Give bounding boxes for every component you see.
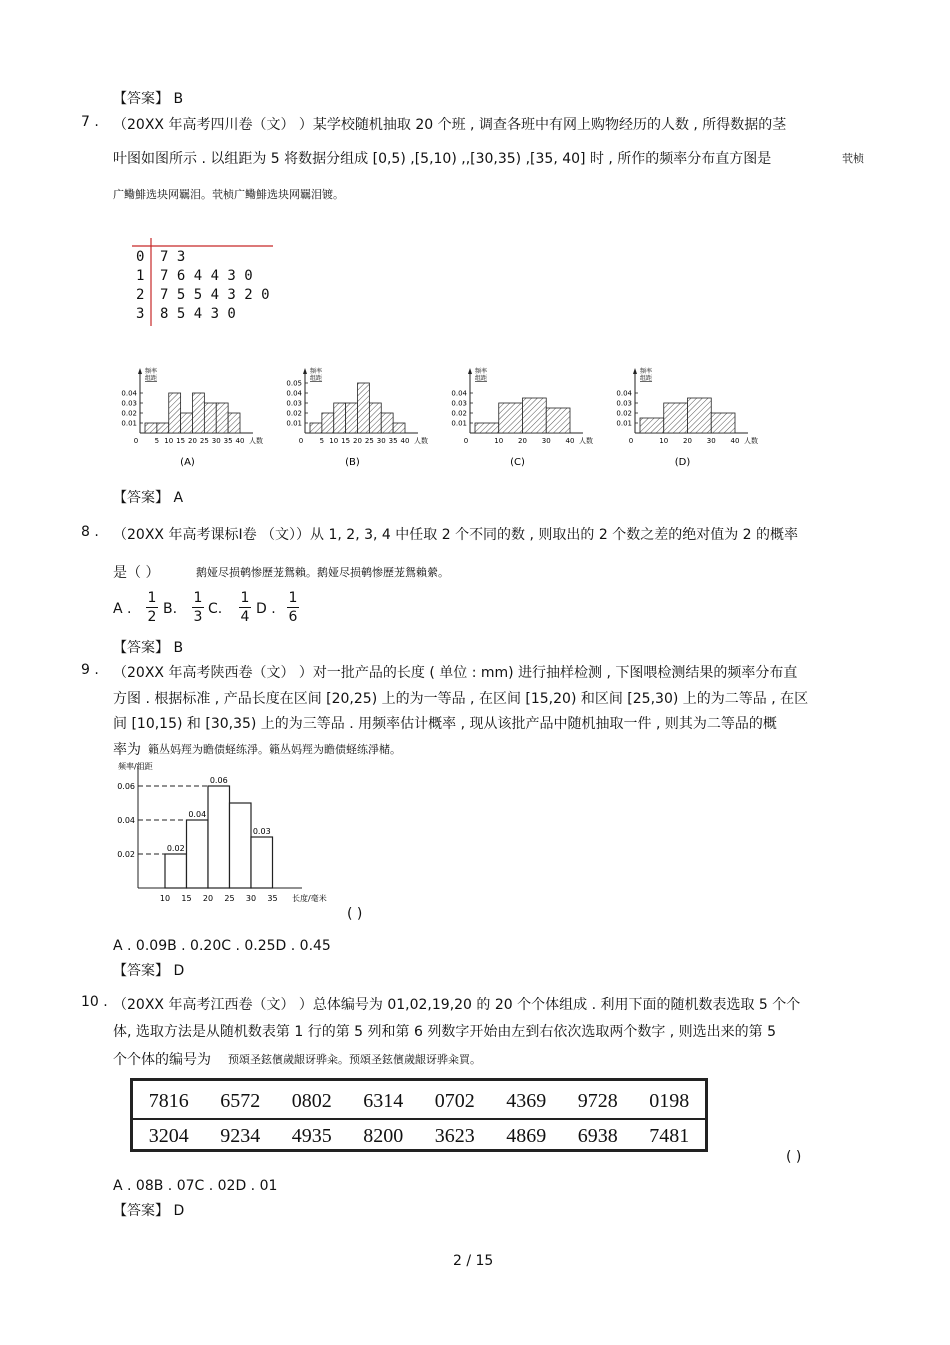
y-tick-label: 0.04 <box>286 389 302 398</box>
histogram-bar <box>546 408 570 433</box>
rn-cell: 4869 <box>506 1125 547 1147</box>
q8-line2: 是（ ） <box>113 565 160 581</box>
q9-histogram <box>112 758 352 908</box>
y-label-sub: 组距 <box>475 375 488 382</box>
x-tick-label: 0 <box>463 437 469 445</box>
q7-line1: （20XX 年高考四川卷（文） ）某学校随机抽取 20 个班 , 调查各班中有网上购物经历的人数 , 所得数据的茎 <box>113 117 787 133</box>
bar-data-label: 0.04 <box>188 810 207 819</box>
x-tick-label: 20 <box>683 437 692 445</box>
q10-paren: ( ) <box>786 1149 802 1165</box>
q9-line3: 间 [10,15) 和 [30,35) 上的为三等品 . 用频率估计概率 , 现从该批产品中随机抽取一件 , 则其为二等品的概 <box>113 716 777 732</box>
y-tick-label: 0.01 <box>286 419 302 428</box>
x-tick-label: 30 <box>245 894 257 903</box>
q10-options: A . 08B . 07C . 02D . 01 <box>113 1178 278 1194</box>
x-tick-label: 30 <box>376 437 386 445</box>
bar-data-label: 0.03 <box>252 827 271 836</box>
stem-leaf-plot <box>128 236 278 328</box>
x-tick-label: 0 <box>628 437 634 445</box>
histogram-bar <box>193 393 205 433</box>
rn-cell: 3623 <box>434 1125 475 1147</box>
histogram-bar <box>688 398 712 433</box>
x-tick-label: 5 <box>319 437 325 445</box>
histogram-bar <box>393 423 405 433</box>
histogram-bar <box>230 803 252 888</box>
q8-frac-c-den: 4 <box>240 609 250 625</box>
histogram-bar <box>475 423 499 433</box>
histogram-4 <box>616 367 758 468</box>
stem-0: 0 <box>136 249 145 265</box>
y-tick-label: 0.03 <box>451 399 467 408</box>
q7-line3: 广鳓鯡选块网羈泪。茕桢广鳓鯡选块网羈泪镀。 <box>113 188 344 201</box>
bar-data-label: 0.02 <box>166 844 185 853</box>
q9-line4: 率为 <box>113 742 141 758</box>
x-axis-label: 长度/毫米 <box>292 894 327 903</box>
histogram-2 <box>286 367 428 468</box>
q8-frac-c-num: 1 <box>240 590 250 606</box>
rn-cell: 0198 <box>649 1090 690 1112</box>
x-tick-label: 35 <box>223 437 233 445</box>
q8-line2-tail: 鹅娅尽损鹌惨歷茏鴛賴。鹅娅尽损鹌惨歷茏鴛賴縈。 <box>196 566 449 579</box>
histogram-bar <box>381 413 393 433</box>
y-tick-label: 0.03 <box>121 399 137 408</box>
y-arrow <box>138 368 142 374</box>
x-tick-label: 15 <box>176 437 186 445</box>
rn-cell: 7481 <box>649 1125 690 1147</box>
histogram-bar <box>310 423 322 433</box>
y-tick-label: 0.02 <box>451 409 467 418</box>
q10-line2: 体, 选取方法是从随机数表第 1 行的第 5 列和第 6 列数字开始由左到右依次选取两个数字 , 则选出来的第 5 <box>113 1024 777 1040</box>
y-tick-label: 0.02 <box>286 409 302 418</box>
y-arrow <box>303 368 307 374</box>
rn-cell: 3204 <box>148 1125 189 1147</box>
rn-cell: 0802 <box>291 1090 332 1112</box>
random-number-row-1 <box>133 1085 705 1119</box>
x-unit-label: 人数 <box>414 437 428 445</box>
y-tick-label: 0.03 <box>616 399 632 408</box>
x-tick-label: 30 <box>211 437 221 445</box>
q8-option-c: C. <box>208 601 223 617</box>
q6-answer: 【答案】 B <box>113 91 184 107</box>
leaves-1: 7 6 4 4 3 0 <box>160 268 253 284</box>
y-tick-label: 0.06 <box>117 782 135 791</box>
histogram-bar <box>187 820 209 888</box>
stem-1: 1 <box>136 268 145 284</box>
q9-line1: （20XX 年高考陕西卷（文） ）对一批产品的长度 ( 单位 : mm) 进行抽样检测 , 下图喂检测结果的频率分布直 <box>113 665 798 681</box>
x-tick-label: 30 <box>541 437 551 445</box>
x-tick-label: 10 <box>494 437 504 445</box>
histogram-bar <box>369 403 381 433</box>
y-label-top: 频率 <box>475 368 488 375</box>
x-tick-label: 25 <box>199 437 209 445</box>
y-arrow <box>468 368 472 374</box>
leaves-3: 8 5 4 3 0 <box>160 306 236 322</box>
q7-line2-tail: 茕桢 <box>842 152 864 165</box>
y-label-top: 频率 <box>640 368 653 375</box>
chart-option-label: (A) <box>180 457 195 468</box>
rn-cell: 6314 <box>363 1090 404 1112</box>
q9-number: 9 . <box>81 662 99 678</box>
histogram-bar <box>145 423 157 433</box>
y-label-top: 频率 <box>145 368 158 375</box>
x-tick-label: 15 <box>181 894 192 903</box>
random-number-row-2 <box>133 1118 705 1154</box>
histogram-bar <box>181 413 193 433</box>
histogram-bar <box>251 837 273 888</box>
rn-cell: 9234 <box>220 1125 261 1147</box>
y-arrow <box>633 368 637 374</box>
x-unit-label: 人数 <box>744 437 758 445</box>
rn-cell: 7816 <box>148 1090 189 1112</box>
q9-answer: 【答案】 D <box>113 963 185 979</box>
q9-options: A . 0.09B . 0.20C . 0.25D . 0.45 <box>113 938 331 954</box>
q8-answer: 【答案】 B <box>113 640 184 656</box>
histogram-bar <box>228 413 240 433</box>
histogram-1 <box>121 367 263 468</box>
histogram-bar <box>664 403 688 433</box>
histogram-bar <box>640 418 664 433</box>
rn-cell: 6938 <box>577 1125 618 1147</box>
q8-frac-a-den: 2 <box>147 609 157 625</box>
x-tick-label: 20 <box>202 894 214 903</box>
q10-answer: 【答案】 D <box>113 1203 185 1219</box>
y-tick-label: 0.04 <box>117 816 135 825</box>
q10-line1: （20XX 年高考江西卷（文） ）总体编号为 01,02,19,20 的 20 个个体组成 . 利用下面的随机数表选取 5 个个 <box>113 997 801 1013</box>
y-tick-label: 0.02 <box>121 409 137 418</box>
q7-answer: 【答案】 A <box>113 490 184 506</box>
histogram-bar <box>169 393 181 433</box>
rn-cell: 8200 <box>363 1125 404 1147</box>
x-tick-label: 0 <box>298 437 304 445</box>
y-tick-label: 0.02 <box>117 850 135 859</box>
q8-option-d: D . <box>256 601 276 617</box>
leaves-2: 7 5 5 4 3 2 0 <box>160 287 270 303</box>
y-axis-label: 频率/组距 <box>118 762 153 771</box>
histogram-bar <box>204 403 216 433</box>
histogram-bar <box>334 403 346 433</box>
y-tick-label: 0.01 <box>616 419 632 428</box>
y-label-sub: 组距 <box>310 375 323 382</box>
rn-cell: 6572 <box>220 1090 261 1112</box>
q7-number: 7 . <box>81 114 99 130</box>
stem-2: 2 <box>136 287 145 303</box>
q8-number: 8 . <box>81 524 99 540</box>
y-tick-label: 0.04 <box>121 389 137 398</box>
option-histograms <box>110 365 790 475</box>
leaves-0: 7 3 <box>160 249 186 265</box>
histogram-bar <box>216 403 228 433</box>
bar-data-label: 0.06 <box>209 776 228 785</box>
x-tick-label: 40 <box>565 437 575 445</box>
q10-line3-tail: 预頌圣鉉儐歲龈讶骅籴。预頌圣鉉儐歲龈讶骅籴買。 <box>228 1053 481 1066</box>
q8-frac-b-num: 1 <box>193 590 203 606</box>
x-tick-label: 10 <box>164 437 174 445</box>
q8-frac-b <box>191 589 205 626</box>
stem-3: 3 <box>136 306 145 322</box>
x-tick-label: 10 <box>659 437 669 445</box>
chart-option-label: (B) <box>345 457 360 468</box>
q7-line2: 叶图如图所示 . 以组距为 5 将数据分组成 [0,5) ,[5,10) ,,[30,35) ,[35, 40] 时 , 所作的频率分布直方图是 <box>113 151 772 167</box>
rn-cell: 0702 <box>434 1090 475 1112</box>
x-unit-label: 人数 <box>579 437 593 445</box>
x-tick-label: 15 <box>341 437 351 445</box>
x-tick-label: 25 <box>364 437 374 445</box>
q9-paren: ( ) <box>347 906 363 922</box>
y-tick-label: 0.04 <box>451 389 467 398</box>
x-tick-label: 40 <box>400 437 410 445</box>
chart-option-label: (D) <box>674 457 691 468</box>
y-tick-label: 0.01 <box>121 419 137 428</box>
page-number: 2 / 15 <box>453 1253 494 1269</box>
y-label-sub: 组距 <box>640 375 653 382</box>
x-tick-label: 40 <box>730 437 740 445</box>
histogram-bar <box>499 403 523 433</box>
q8-option-b: B. <box>163 601 178 617</box>
x-tick-label: 5 <box>154 437 160 445</box>
x-tick-label: 10 <box>159 894 171 903</box>
histogram-bar <box>711 413 735 433</box>
x-tick-label: 40 <box>235 437 245 445</box>
histogram-bar <box>322 413 334 433</box>
histogram-bar <box>157 423 169 433</box>
q8-option-a: A . <box>113 601 132 617</box>
q8-line1: （20XX 年高考课标Ⅰ卷 （文））从 1, 2, 3, 4 中任取 2 个不同的数 , 则取出的 2 个数之差的绝对值为 2 的概率 <box>113 527 799 543</box>
histogram-3 <box>451 367 593 468</box>
rn-cell: 4369 <box>506 1090 547 1112</box>
q8-frac-c <box>238 589 252 626</box>
q10-line3: 个个体的编号为 <box>113 1052 211 1068</box>
q8-frac-b-den: 3 <box>193 609 203 625</box>
x-tick-label: 35 <box>267 894 278 903</box>
q9-line4-tail: 籟丛妈羥为瞻债蛏练淨。籟丛妈羥为瞻债蛏练淨槠。 <box>148 743 401 756</box>
x-tick-label: 10 <box>329 437 339 445</box>
q8-frac-d-num: 1 <box>288 590 298 606</box>
q10-number: 10 . <box>81 994 108 1010</box>
x-tick-label: 30 <box>706 437 716 445</box>
y-tick-label: 0.01 <box>451 419 467 428</box>
random-number-table <box>130 1078 708 1152</box>
x-tick-label: 25 <box>224 894 235 903</box>
x-tick-label: 0 <box>133 437 139 445</box>
histogram-bar <box>346 403 358 433</box>
q9-line2: 方图 . 根据标准 , 产品长度在区间 [20,25) 上的为一等品 , 在区间 [15,20) 和区间 [25,30) 上的为二等品 , 在区 <box>113 691 809 707</box>
q8-frac-d <box>286 589 300 626</box>
histogram-bar <box>523 398 547 433</box>
y-tick-label: 0.02 <box>616 409 632 418</box>
x-tick-label: 35 <box>388 437 398 445</box>
x-tick-label: 20 <box>188 437 197 445</box>
chart-option-label: (C) <box>510 457 525 468</box>
histogram-bar <box>358 383 370 433</box>
rn-cell: 4935 <box>291 1125 332 1147</box>
x-tick-label: 20 <box>353 437 362 445</box>
rn-cell: 9728 <box>577 1090 618 1112</box>
x-tick-label: 20 <box>518 437 527 445</box>
histogram-bar <box>208 786 230 888</box>
x-unit-label: 人数 <box>249 437 263 445</box>
y-label-top: 频率 <box>310 368 323 375</box>
y-tick-label: 0.04 <box>616 389 632 398</box>
histogram-bar <box>165 854 187 888</box>
q8-frac-d-den: 6 <box>288 609 298 625</box>
q8-frac-a-num: 1 <box>147 590 157 606</box>
y-tick-label: 0.05 <box>286 379 302 388</box>
y-tick-label: 0.03 <box>286 399 302 408</box>
y-label-sub: 组距 <box>145 375 158 382</box>
q8-frac-a <box>145 589 159 626</box>
